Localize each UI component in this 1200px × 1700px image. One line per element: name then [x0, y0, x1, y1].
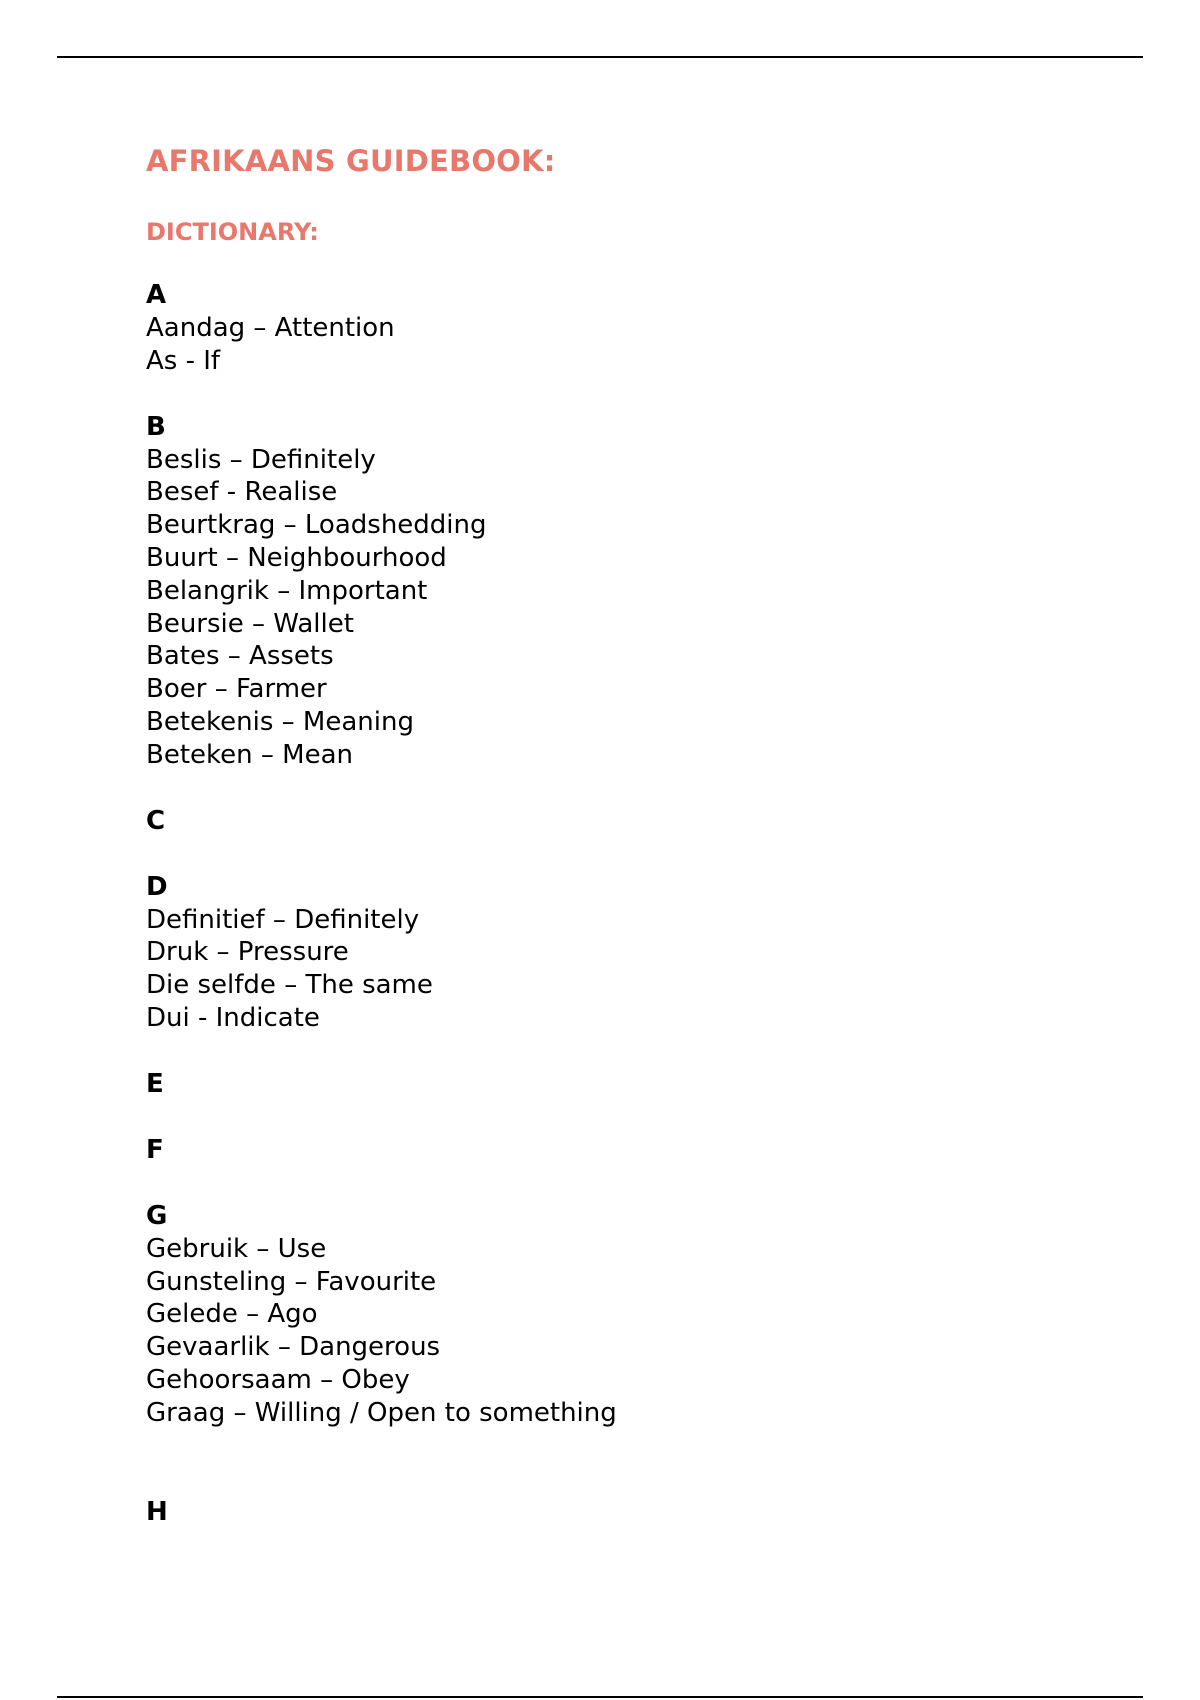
- dictionary-entry: Beslis – Definitely: [146, 444, 376, 475]
- dictionary-entry: Besef - Realise: [146, 477, 338, 508]
- dictionary-entry: As - If: [146, 345, 221, 376]
- top-rule: [57, 56, 1143, 58]
- dictionary-entry: Druk – Pressure: [146, 937, 349, 968]
- section-letter: F: [146, 1134, 164, 1165]
- section-letter: E: [146, 1068, 164, 1099]
- dictionary-section-a: [146, 279, 1106, 378]
- dictionary-entry: Graag – Willing / Open to something: [146, 1397, 617, 1428]
- document-title: AFRIKAANS GUIDEBOOK:: [146, 144, 556, 178]
- dictionary-section-e: [146, 1068, 1106, 1101]
- dictionary-entry: Beursie – Wallet: [146, 608, 354, 639]
- dictionary-entry: Betekenis – Meaning: [146, 706, 414, 737]
- dictionary-entry: Dui - Indicate: [146, 1002, 320, 1033]
- dictionary-entry: Gehoorsaam – Obey: [146, 1364, 410, 1395]
- entry-list: [146, 904, 1106, 1035]
- dictionary-section-b: [146, 411, 1106, 772]
- dictionary-entry: Definitief – Definitely: [146, 904, 420, 935]
- bottom-rule: [57, 1696, 1143, 1698]
- section-letter: H: [146, 1496, 168, 1527]
- dictionary-sections: [146, 279, 1106, 1529]
- dictionary-section-c: [146, 805, 1106, 838]
- section-letter: A: [146, 280, 167, 310]
- section-letter: D: [146, 871, 168, 902]
- document-body: [146, 143, 1106, 1529]
- dictionary-entry: Gunsteling – Favourite: [146, 1266, 437, 1297]
- dictionary-entry: Bates – Assets: [146, 641, 334, 672]
- section-letter: B: [146, 411, 166, 442]
- dictionary-entry: Aandag – Attention: [146, 313, 395, 343]
- dictionary-entry: Boer – Farmer: [146, 674, 327, 705]
- dictionary-entry: Beteken – Mean: [146, 739, 353, 770]
- dictionary-heading: DICTIONARY:: [146, 218, 319, 246]
- dictionary-entry: Die selfde – The same: [146, 970, 433, 1001]
- dictionary-entry: Belangrik – Important: [146, 575, 428, 606]
- dictionary-entry: Gebruik – Use: [146, 1233, 327, 1264]
- entry-list: [146, 1233, 1106, 1430]
- entry-list: [146, 444, 1106, 772]
- dictionary-section-d: [146, 871, 1106, 1035]
- section-letter: G: [146, 1200, 168, 1231]
- dictionary-entry: Buurt – Neighbourhood: [146, 542, 447, 573]
- dictionary-section-h: [146, 1496, 1106, 1529]
- dictionary-entry: Gevaarlik – Dangerous: [146, 1332, 441, 1363]
- section-letter: C: [146, 805, 166, 836]
- dictionary-entry: Gelede – Ago: [146, 1299, 318, 1330]
- dictionary-section-f: [146, 1134, 1106, 1167]
- entry-list: [146, 312, 1106, 378]
- dictionary-entry: Beurtkrag – Loadshedding: [146, 510, 487, 541]
- dictionary-section-g: [146, 1200, 1106, 1430]
